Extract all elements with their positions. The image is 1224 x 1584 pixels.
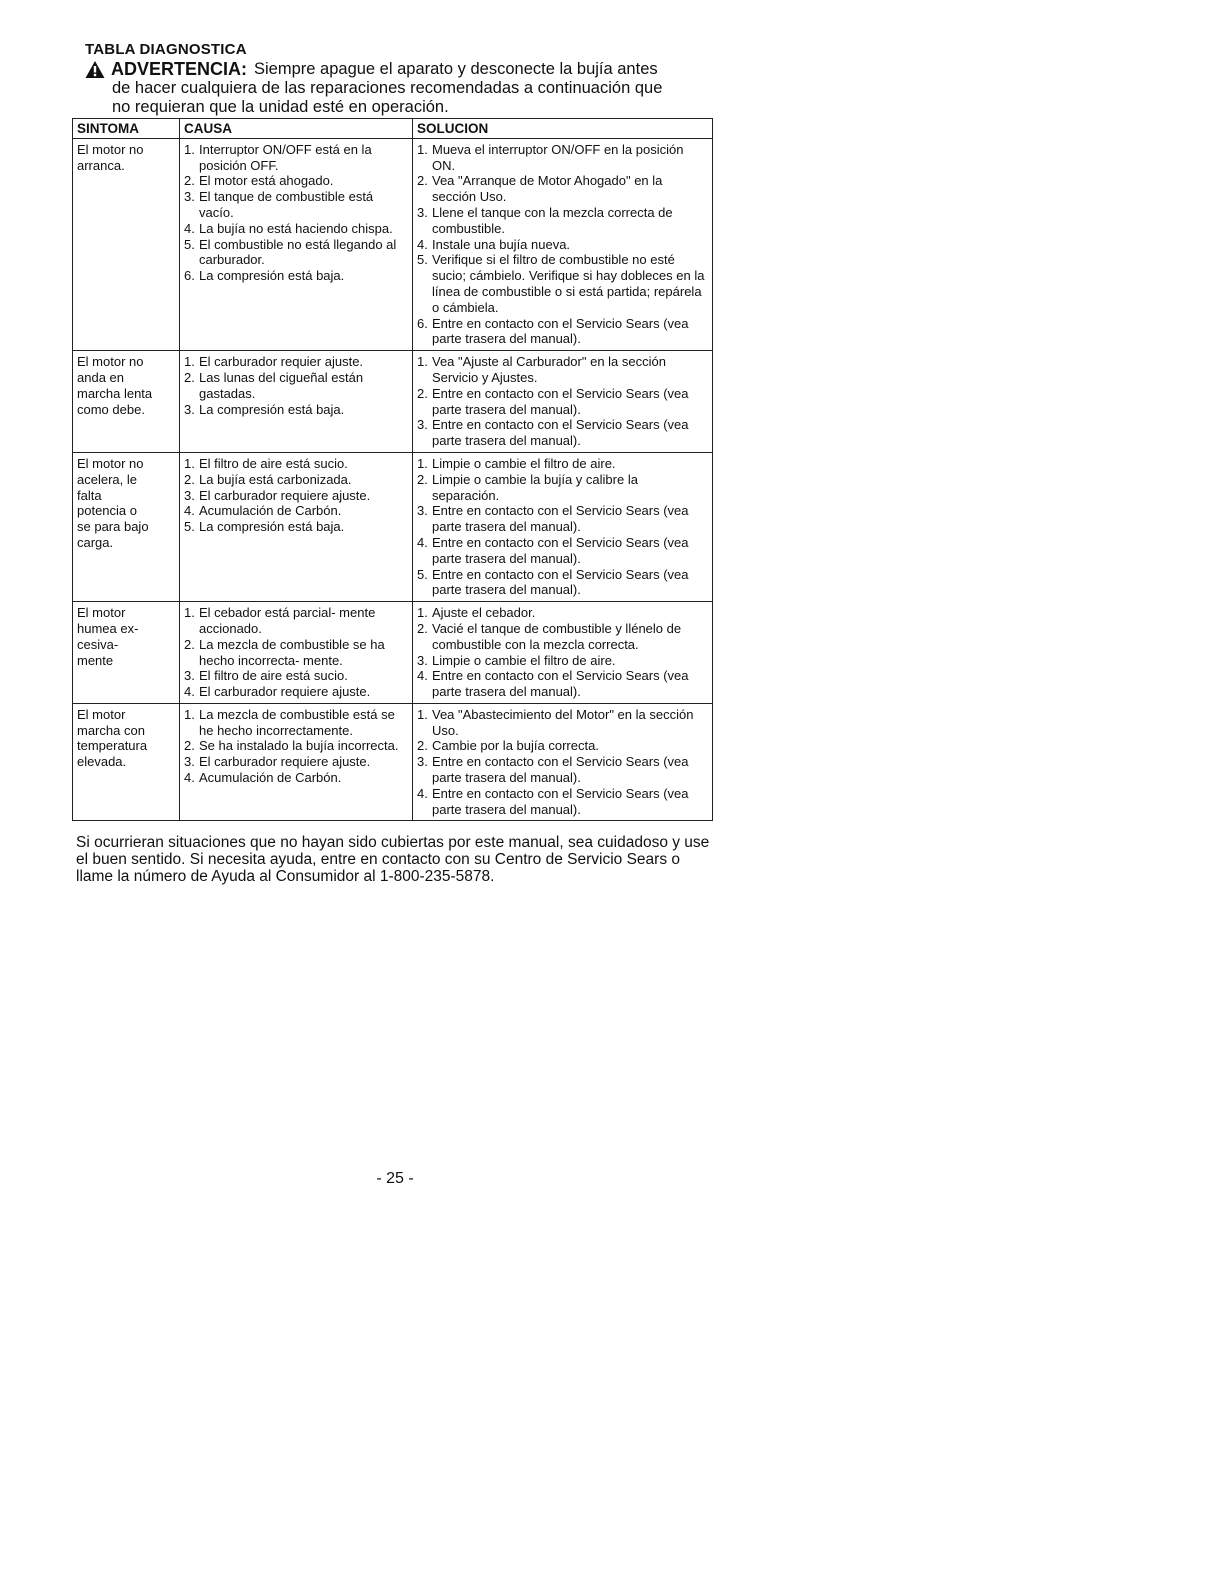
table-row [73, 703, 713, 821]
solution-number: 6. [417, 315, 428, 331]
solution-text: Limpie o cambie el filtro de aire. [432, 455, 616, 471]
solution-number: 3. [417, 503, 428, 519]
cause-number: 3. [184, 668, 195, 684]
cause-item [184, 738, 408, 754]
document-page [72, 40, 712, 885]
cause-text: La compresión está baja. [199, 519, 345, 535]
solution-number: 4. [417, 668, 428, 684]
cause-number: 1. [184, 141, 195, 157]
cause-text: El cebador está parcial- mente accionado. [199, 605, 376, 636]
cause-number: 2. [184, 636, 195, 652]
solution-number: 4. [417, 236, 428, 252]
cause-text: El carburador requiere ajuste. [199, 487, 371, 503]
warning-label: ADVERTENCIA: [111, 59, 248, 79]
symptom-line: como debe. [77, 401, 145, 417]
cause-number: 3. [184, 401, 195, 417]
solution-item [417, 754, 708, 786]
table-row [73, 602, 713, 704]
cause-cell [180, 351, 413, 453]
solution-number: 3. [417, 417, 428, 433]
cause-item [184, 503, 408, 519]
cause-item [184, 221, 408, 237]
cause-item [184, 189, 408, 221]
solution-text: Limpie o cambie el filtro de aire. [432, 652, 616, 668]
symptom-line: temperatura [77, 738, 148, 754]
cause-text: El carburador requiere ajuste. [199, 684, 371, 700]
table-row [73, 452, 713, 601]
cause-text: El filtro de aire está sucio. [199, 668, 348, 684]
solution-text: Mueva el interruptor ON/OFF en la posición ON. [432, 141, 684, 173]
cause-number: 4. [184, 503, 195, 519]
solution-text: Vacié el tanque de combustible y llénelo de combustible con la mezcla correcta. [432, 620, 682, 652]
solution-text: Instale una bujía nueva. [432, 236, 571, 252]
solution-number: 4. [417, 785, 428, 801]
cause-number: 1. [184, 455, 195, 471]
solution-text: Vea "Arranque de Motor Ahogado" en la sección Uso. [432, 173, 663, 205]
solution-cell [413, 703, 713, 821]
cause-text: Se ha instalado la bujía incorrecta. [199, 738, 399, 754]
symptom-line: elevada. [77, 754, 127, 770]
cause-item [184, 637, 408, 669]
cause-item [184, 142, 408, 174]
symptom-line: cesiva- [77, 636, 119, 652]
solution-text: Cambie por la bujía correcta. [432, 738, 599, 754]
symptom-line: marcha lenta [77, 385, 153, 401]
cause-text: Acumulación de Carbón. [199, 503, 342, 519]
solution-number: 1. [417, 605, 428, 621]
warning-text-line2: de hacer cualquiera de las reparaciones recomendadas a continuación que [112, 79, 663, 97]
solution-text: Entre en contacto con el Servicio Sears (vea parte trasera del manual). [432, 566, 689, 598]
cause-item [184, 519, 408, 535]
page-number: - 25 - [376, 1170, 414, 1187]
cause-item [184, 472, 408, 488]
solution-text: Entre en contacto con el Servicio Sears (vea parte trasera del manual). [432, 785, 689, 817]
solution-item [417, 605, 708, 621]
symptom-cell [73, 703, 180, 821]
cause-text: Acumulación de Carbón. [199, 770, 342, 786]
cause-number: 4. [184, 684, 195, 700]
solution-text: Llene el tanque con la mezcla correcta de combustible. [432, 204, 673, 236]
solution-number: 1. [417, 354, 428, 370]
solution-item [417, 738, 708, 754]
solution-number: 2. [417, 385, 428, 401]
solution-number: 2. [417, 738, 428, 754]
solution-number: 3. [417, 652, 428, 668]
solution-text: Entre en contacto con el Servicio Sears (vea parte trasera del manual). [432, 315, 689, 347]
cause-number: 5. [184, 236, 195, 252]
cause-number: 6. [184, 268, 195, 284]
cause-item [184, 770, 408, 786]
solution-number: 2. [417, 471, 428, 487]
symptom-line: El motor no [77, 455, 144, 471]
table-body [73, 138, 713, 821]
symptom-line: anda en [77, 369, 124, 385]
cause-text: Interruptor ON/OFF está en la posición OFF. [199, 141, 372, 173]
cause-text: La mezcla de combustible está se he hecho incorrectamente. [199, 706, 395, 738]
solution-text: Ajuste el cebador. [432, 605, 536, 621]
diagnostic-table [72, 118, 713, 821]
solution-text: Entre en contacto con el Servicio Sears (vea parte trasera del manual). [432, 534, 689, 566]
cause-text: Las lunas del cigueñal están gastadas. [199, 369, 364, 401]
header-cause: CAUSA [180, 119, 413, 139]
symptom-line: acelera, le [77, 471, 137, 487]
cause-item [184, 488, 408, 504]
solution-text: Vea "Ajuste al Carburador" en la sección Servicio y Ajustes. [432, 354, 666, 385]
solution-text: Entre en contacto con el Servicio Sears (vea parte trasera del manual). [432, 417, 689, 449]
cause-number: 4. [184, 770, 195, 786]
cause-text: El carburador requier ajuste. [199, 354, 364, 370]
cause-number: 3. [184, 754, 195, 770]
symptom-cell [73, 138, 180, 350]
solution-item [417, 417, 708, 449]
warning-text-line3: no requieran que la unidad esté en operación. [112, 98, 449, 116]
cause-item [184, 605, 408, 637]
cause-cell [180, 452, 413, 601]
solution-text: Entre en contacto con el Servicio Sears (vea parte trasera del manual). [432, 668, 689, 700]
solution-number: 3. [417, 754, 428, 770]
solution-item [417, 456, 708, 472]
cause-number: 4. [184, 220, 195, 236]
symptom-line: marcha con [77, 722, 145, 738]
solution-text: Limpie o cambie la bujía y calibre la separación. [432, 471, 638, 503]
cause-cell [180, 703, 413, 821]
solution-item [417, 472, 708, 504]
symptom-line: arranca. [77, 157, 125, 173]
solution-cell [413, 452, 713, 601]
solution-number: 5. [417, 566, 428, 582]
symptom-cell [73, 602, 180, 704]
solution-item [417, 621, 708, 653]
solution-item [417, 142, 708, 174]
cause-item [184, 456, 408, 472]
symptom-cell [73, 351, 180, 453]
solution-cell [413, 602, 713, 704]
cause-number: 2. [184, 369, 195, 385]
symptom-line: El motor [77, 605, 126, 621]
cause-text: La mezcla de combustible se ha hecho incorrecta- mente. [199, 636, 385, 668]
symptom-line: mente [77, 652, 114, 668]
solution-item [417, 205, 708, 237]
solution-item [417, 316, 708, 348]
solution-number: 1. [417, 455, 428, 471]
warning-text-line1: Siempre apague el aparato y desconecte la bujía antes [254, 60, 658, 78]
header-symptom: SINTOMA [73, 119, 180, 139]
cause-number: 1. [184, 605, 195, 621]
cause-number: 3. [184, 487, 195, 503]
solution-item [417, 535, 708, 567]
symptom-cell [73, 452, 180, 601]
cause-cell [180, 602, 413, 704]
header-solution: SOLUCION [413, 119, 713, 139]
footer-note: Si ocurrieran situaciones que no hayan sido cubiertas por este manual, sea cuidadoso y use el buen sentido. Si necesita ayuda, entre en contacto con su Centro de Servicio Sears o llame la número de Ayuda al Consumidor al 1-800-235-5878. [76, 834, 710, 886]
symptom-line: se para bajo [77, 519, 149, 535]
solution-item [417, 252, 708, 315]
solution-number: 1. [417, 706, 428, 722]
solution-number: 3. [417, 204, 428, 220]
cause-text: La compresión está baja. [199, 401, 345, 417]
cause-item [184, 370, 408, 402]
cause-number: 1. [184, 354, 195, 370]
cause-cell [180, 138, 413, 350]
solution-text: Entre en contacto con el Servicio Sears (vea parte trasera del manual). [432, 503, 689, 535]
cause-text: La compresión está baja. [199, 268, 345, 284]
solution-text: Entre en contacto con el Servicio Sears (vea parte trasera del manual). [432, 754, 689, 786]
cause-text: El tanque de combustible está vacío. [199, 189, 374, 220]
cause-item [184, 684, 408, 700]
cause-number: 1. [184, 706, 195, 722]
cause-item [184, 173, 408, 189]
cause-text: El filtro de aire está sucio. [199, 455, 348, 471]
cause-item [184, 707, 408, 739]
solution-text: Vea "Abastecimiento del Motor" en la sección Uso. [432, 706, 694, 738]
symptom-line: El motor no [77, 141, 144, 157]
solution-text: Entre en contacto con el Servicio Sears (vea parte trasera del manual). [432, 385, 689, 417]
solution-item [417, 653, 708, 669]
solution-cell [413, 138, 713, 350]
symptom-line: El motor [77, 706, 126, 722]
symptom-line: carga. [77, 534, 114, 550]
cause-item [184, 668, 408, 684]
cause-item [184, 268, 408, 284]
warning-block [85, 60, 712, 117]
solution-number: 2. [417, 173, 428, 189]
cause-number: 2. [184, 173, 195, 189]
solution-text: Verifique si el filtro de combustible no esté sucio; cámbielo. Verifique si hay dobleces en la línea de combustible o si está partida; repárela o cámbiela. [432, 252, 705, 315]
cause-item [184, 754, 408, 770]
cause-item [184, 402, 408, 418]
cause-text: El combustible no está llegando al carburador. [199, 236, 397, 268]
cause-number: 2. [184, 738, 195, 754]
cause-text: La bujía está carbonizada. [199, 471, 352, 487]
table-row [73, 351, 713, 453]
symptom-line: potencia o [77, 503, 137, 519]
symptom-line: humea ex- [77, 620, 139, 636]
solution-item [417, 786, 708, 818]
solution-number: 2. [417, 620, 428, 636]
cause-text: El carburador requiere ajuste. [199, 754, 371, 770]
solution-item [417, 173, 708, 205]
solution-number: 4. [417, 534, 428, 550]
symptom-line: El motor no [77, 354, 144, 370]
warning-icon [85, 60, 105, 79]
cause-item [184, 354, 408, 370]
solution-item [417, 354, 708, 386]
cause-number: 5. [184, 519, 195, 535]
table-header-row [73, 119, 713, 139]
table-row [73, 138, 713, 350]
solution-item [417, 237, 708, 253]
cause-text: La bujía no está haciendo chispa. [199, 220, 393, 236]
solution-item [417, 567, 708, 599]
solution-item [417, 503, 708, 535]
symptom-line: falta [77, 487, 102, 503]
solution-number: 1. [417, 141, 428, 157]
solution-item [417, 668, 708, 700]
cause-text: El motor está ahogado. [199, 173, 334, 189]
solution-number: 5. [417, 252, 428, 268]
cause-number: 3. [184, 189, 195, 205]
solution-item [417, 386, 708, 418]
page-title: TABLA DIAGNOSTICA [85, 41, 247, 58]
cause-number: 2. [184, 471, 195, 487]
solution-item [417, 707, 708, 739]
solution-cell [413, 351, 713, 453]
cause-item [184, 237, 408, 269]
